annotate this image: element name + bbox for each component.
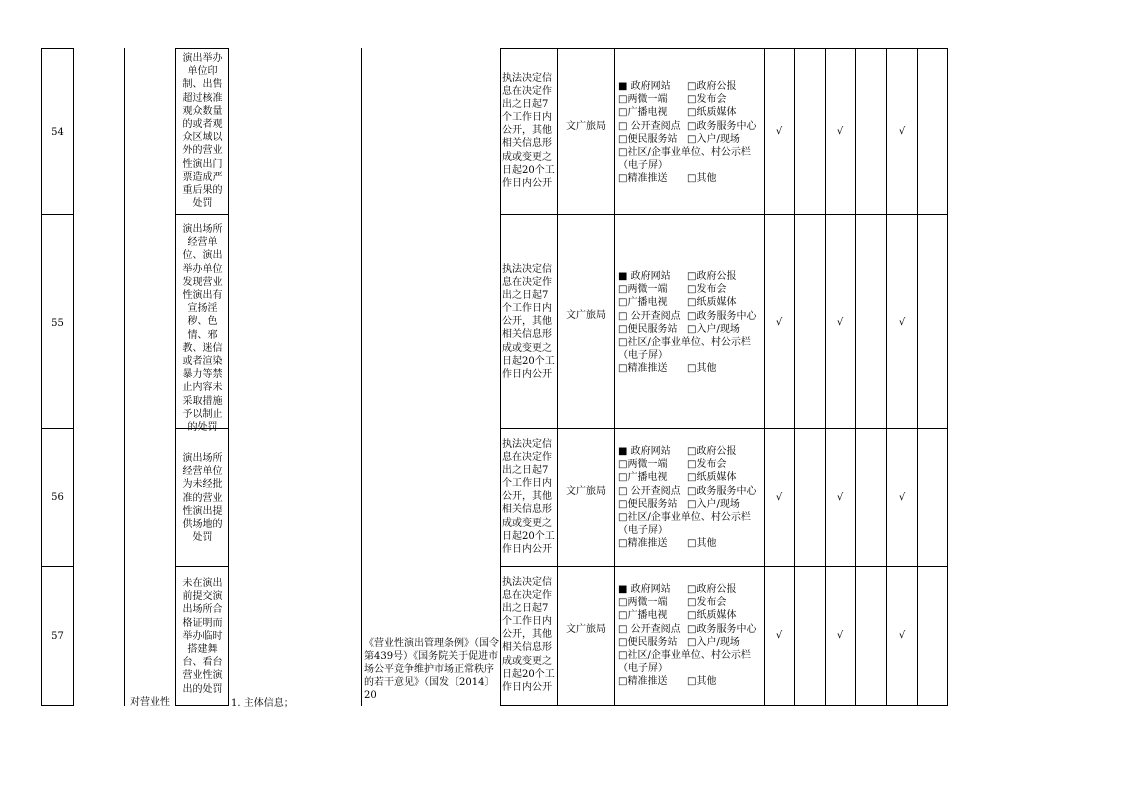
category-text: 对营业性 (130, 697, 170, 708)
channel-option: □入户/现场 (687, 636, 740, 648)
channel-option: □入户/现场 (687, 498, 740, 510)
check-mark: √ (898, 630, 906, 641)
channel-option: □社区/企事业单位、村公示栏 (618, 147, 751, 159)
channel-line (618, 537, 764, 550)
channel-option: □两微一端 (618, 94, 668, 106)
channel-option: □精准推送 (618, 173, 668, 185)
channel-line (618, 106, 764, 119)
department: 文广旅局 (566, 121, 606, 132)
disclosure-channels (618, 445, 764, 551)
channel-line (618, 458, 764, 471)
channel-line (618, 172, 764, 185)
channel-line (618, 323, 764, 336)
channel-option: □发布会 (687, 94, 727, 106)
disclosure-channels (618, 80, 764, 186)
channel-line (618, 498, 764, 511)
channel-option: □两微一端 (618, 597, 668, 609)
row-number: 54 (51, 127, 64, 138)
content-note: 1. 主体信息； (231, 698, 294, 709)
channel-option: ■ 政府网站 (618, 446, 671, 457)
channel-option: □两微一端 (618, 459, 668, 471)
disclosure-timing: 执法决定信息在决定作出之日起7个工作日内公开，其他相关信息形成或变更之日起20个工作日内公开 (502, 264, 555, 380)
channel-line (618, 636, 764, 649)
channel-option: □政府公报 (687, 584, 737, 595)
channel-line (618, 336, 764, 349)
channel-option: □广播电视 (618, 472, 668, 484)
channel-option: □精准推送 (618, 676, 668, 688)
channel-option: □广播电视 (618, 297, 668, 309)
channel-line (618, 649, 764, 662)
department: 文广旅局 (566, 624, 606, 635)
check-mark: √ (898, 126, 906, 137)
channel-option: □ 公开查阅点 (618, 485, 681, 497)
channel-line (618, 471, 764, 484)
channel-option: □ 公开查阅点 (618, 623, 681, 635)
channel-option: □广播电视 (618, 610, 668, 622)
channel-option: □政府公报 (687, 81, 737, 92)
channel-option: □两微一端 (618, 284, 668, 296)
channel-option: □政府公报 (687, 271, 737, 282)
channel-line (618, 623, 764, 636)
channel-option: □政务服务中心 (687, 623, 757, 635)
check-mark: √ (775, 317, 783, 328)
check-mark: √ (775, 126, 783, 137)
channel-option: □社区/企事业单位、村公示栏 (618, 337, 751, 349)
check-mark: √ (775, 630, 783, 641)
channel-line (618, 146, 764, 159)
channel-line (618, 609, 764, 622)
channel-option: □其他 (687, 363, 717, 375)
channel-option: ■ 政府网站 (618, 271, 671, 282)
channel-option: □社区/企事业单位、村公示栏 (618, 650, 751, 662)
channel-option: □入户/现场 (687, 133, 740, 145)
check-mark: √ (836, 492, 844, 503)
channel-line (618, 283, 764, 296)
channel-line (618, 583, 764, 596)
channel-option: □政府公报 (687, 446, 737, 457)
check-mark: √ (836, 630, 844, 641)
channel-line (618, 675, 764, 688)
channel-option: （电子屏） (618, 350, 668, 362)
channel-option: □其他 (687, 173, 717, 185)
law-basis: 《营业性演出管理条例》（国令第439号）《国务院关于促进市场公平竞争维护市场正常秩序的若干意见》（国发〔2014〕20 (364, 638, 499, 701)
channel-line (618, 596, 764, 609)
channel-option: □ 公开查阅点 (618, 120, 681, 132)
channel-option: （电子屏） (618, 525, 668, 537)
channel-option: ■ 政府网站 (618, 584, 671, 595)
check-mark: √ (836, 126, 844, 137)
channel-option: □广播电视 (618, 107, 668, 119)
channel-option: □便民服务站 (618, 498, 678, 510)
channel-option: □入户/现场 (687, 323, 740, 335)
channel-option: □便民服务站 (618, 636, 678, 648)
channel-line (618, 485, 764, 498)
channel-option: □ 公开查阅点 (618, 310, 681, 322)
channel-line (618, 159, 764, 172)
channel-line (618, 296, 764, 309)
channel-line (618, 524, 764, 537)
check-mark: √ (898, 492, 906, 503)
channel-option: □纸质媒体 (687, 472, 737, 484)
channel-line (618, 93, 764, 106)
check-mark: √ (898, 317, 906, 328)
channel-option: （电子屏） (618, 160, 668, 172)
channel-line (618, 120, 764, 133)
channel-option: □精准推送 (618, 363, 668, 375)
check-mark: √ (836, 317, 844, 328)
row-number: 55 (51, 318, 64, 329)
channel-line (618, 80, 764, 93)
channel-line (618, 349, 764, 362)
channel-option: □纸质媒体 (687, 610, 737, 622)
channel-option: □其他 (687, 676, 717, 688)
row-number: 56 (51, 492, 64, 503)
channel-line (618, 362, 764, 375)
item-name: 演出场所经营单位为未经批准的营业性演出提供场地的处罚 (182, 453, 223, 544)
item-name: 演出举办单位印制、出售超过核准观众数量的或者观众区域以外的营业性演出门票造成严重后果的处罚 (182, 53, 223, 210)
channel-option: □发布会 (687, 284, 727, 296)
channel-line (618, 662, 764, 675)
disclosure-timing: 执法决定信息在决定作出之日起7个工作日内公开，其他相关信息形成或变更之日起20个工作日内公开 (502, 577, 555, 693)
channel-option: □政务服务中心 (687, 310, 757, 322)
item-name: 演出场所经营单位、演出举办单位发现营业性演出有宣扬淫秽、色情、邪教、迷信或者渲染暴力等禁止内容未采取措施予以制止的处罚 (182, 224, 223, 434)
channel-option: □便民服务站 (618, 323, 678, 335)
disclosure-channels (618, 270, 764, 376)
check-mark: √ (775, 492, 783, 503)
channel-option: □发布会 (687, 597, 727, 609)
disclosure-channels (618, 583, 764, 689)
channel-option: □便民服务站 (618, 133, 678, 145)
channel-option: □政务服务中心 (687, 485, 757, 497)
channel-option: （电子屏） (618, 663, 668, 675)
item-name: 未在演出前提交演出场所合格证明而举办临时搭建舞台、看台营业性演出的处罚 (182, 578, 223, 695)
channel-option: □政务服务中心 (687, 120, 757, 132)
channel-line (618, 270, 764, 283)
disclosure-timing: 执法决定信息在决定作出之日起7个工作日内公开，其他相关信息形成或变更之日起20个工作日内公开 (502, 73, 555, 189)
channel-option: □发布会 (687, 459, 727, 471)
channel-line (618, 310, 764, 323)
department: 文广旅局 (566, 310, 606, 321)
channel-option: □纸质媒体 (687, 297, 737, 309)
channel-option: □纸质媒体 (687, 107, 737, 119)
channel-option: □其他 (687, 538, 717, 550)
channel-option: □社区/企事业单位、村公示栏 (618, 512, 751, 524)
channel-line (618, 511, 764, 524)
channel-option: ■ 政府网站 (618, 81, 671, 92)
channel-line (618, 445, 764, 458)
channel-line (618, 133, 764, 146)
row-number: 57 (51, 631, 64, 642)
department: 文广旅局 (566, 486, 606, 497)
channel-option: □精准推送 (618, 538, 668, 550)
disclosure-timing: 执法决定信息在决定作出之日起7个工作日内公开，其他相关信息形成或变更之日起20个工作日内公开 (502, 439, 555, 555)
